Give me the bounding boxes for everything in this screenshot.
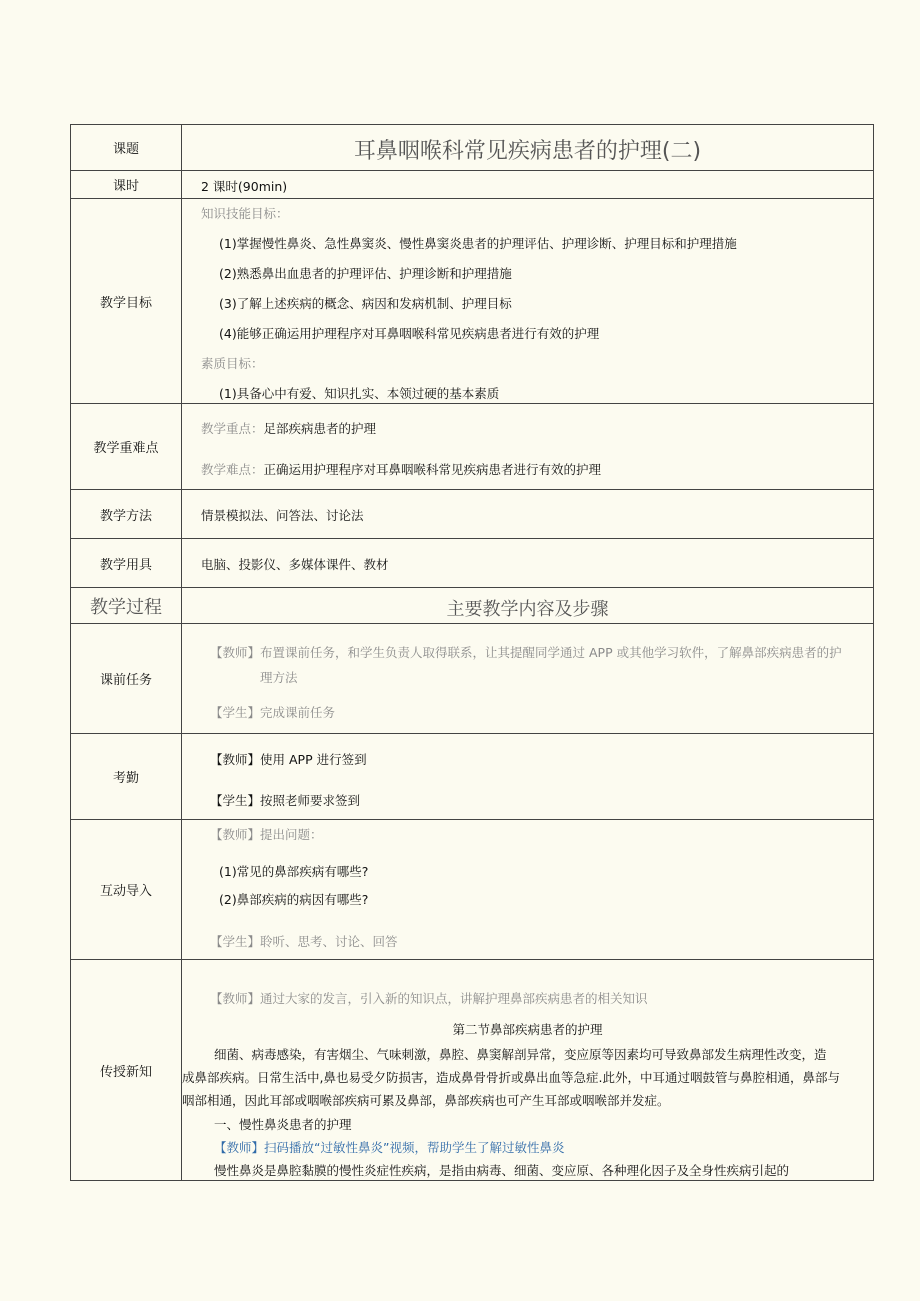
label-process: 教学过程 [71, 588, 182, 623]
row-new-knowledge [71, 960, 873, 1180]
row-attendance [71, 734, 873, 820]
pre-task-teacher-line1: 【教师】布置课前任务，和学生负责人取得联系，让其提醒同学通过 APP 或其他学习软件，了解鼻部疾病患者的护 [210, 645, 842, 660]
objective-item-4: (4)能够正确运用护理程序对耳鼻咽喉科常见疾病患者进行有效的护理 [219, 326, 600, 341]
pre-task-teacher-line2: 理方法 [260, 670, 298, 685]
key-value: 足部疾病患者的护理 [263, 421, 377, 436]
objective-item-2: (2)熟悉鼻出血患者的护理评估、护理诊断和护理措施 [219, 266, 512, 281]
intro-question-2: (2)鼻部疾病的病因有哪些? [219, 892, 369, 907]
label-hours: 课时 [71, 171, 182, 198]
label-objectives: 教学目标 [71, 199, 182, 403]
paragraph-line-3: 咽部相通，因此耳部或咽喉部疾病可累及鼻部，鼻部疾病也可产生耳部或咽喉部并发症。 [182, 1093, 670, 1108]
label-topic: 课题 [71, 125, 182, 170]
intro-teacher: 【教师】提出问题： [210, 827, 323, 842]
intro-question-1: (1)常见的鼻部疾病有哪些? [219, 864, 369, 879]
knowledge-title: 知识技能目标： [201, 206, 289, 221]
paragraph-last-line: 慢性鼻炎是鼻腔黏膜的慢性炎症性疾病，是指由病毒、细菌、变应原、各种理化因子及全身性疾病引起的 [214, 1163, 790, 1178]
tools-value: 电脑、投影仪、多媒体课件、教材 [201, 557, 389, 572]
label-intro: 互动导入 [71, 820, 182, 959]
new-knowledge-teacher: 【教师】通过大家的发言，引入新的知识点，讲解护理鼻部疾病患者的相关知识 [210, 991, 648, 1006]
label-attendance: 考勤 [71, 734, 182, 819]
objective-item-1: (1)掌握慢性鼻炎、急性鼻窦炎、慢性鼻窦炎患者的护理评估、护理诊断、护理目标和护理措施 [219, 236, 737, 251]
attendance-student: 【学生】按照老师要求签到 [210, 793, 361, 808]
row-tools [71, 539, 873, 588]
paragraph-line-2: 成鼻部疾病。日常生活中,鼻也易受夕防损害，造成鼻骨骨折或鼻出血等急症.此外，中耳通过咽鼓管与鼻腔相通，鼻部与 [182, 1070, 840, 1085]
hours-value: 2 课时(90min) [201, 179, 288, 194]
methods-value: 情景模拟法、问答法、讨论法 [201, 508, 364, 523]
row-hours [71, 171, 873, 199]
lesson-title: 耳鼻咽喉科常见疾病患者的护理(二) [353, 139, 702, 164]
row-objectives [71, 199, 873, 404]
key-label: 教学重点： [201, 421, 264, 436]
row-pre-task [71, 624, 873, 734]
attendance-teacher: 【教师】使用 APP 进行签到 [210, 752, 367, 767]
difficulty-value: 正确运用护理程序对耳鼻咽喉科常见疾病患者进行有效的护理 [263, 462, 602, 477]
subsection-title: 一、慢性鼻炎患者的护理 [214, 1117, 352, 1132]
label-key-points: 教学重难点 [71, 404, 182, 489]
difficulty-label: 教学难点： [201, 462, 264, 477]
row-methods [71, 490, 873, 539]
label-methods: 教学方法 [71, 490, 182, 538]
label-new-knowledge: 传授新知 [71, 960, 182, 1180]
process-header: 主要教学内容及步骤 [446, 599, 609, 620]
row-topic [71, 125, 873, 171]
quality-title: 素质目标： [201, 356, 264, 371]
difficulty-line [201, 460, 601, 478]
pre-task-student: 【学生】完成课前任务 [210, 705, 336, 720]
label-pre-task: 课前任务 [71, 624, 182, 733]
lesson-plan-table [70, 124, 874, 1181]
key-point-line [201, 419, 376, 437]
paragraph-line-1: 细菌、病毒感染，有害烟尘、气味刺激，鼻腔、鼻窦解剖异常，变应原等因素均可导致鼻部发生病理性改变，造 [214, 1047, 827, 1062]
row-key-points [71, 404, 873, 490]
section-title: 第二节鼻部疾病患者的护理 [452, 1022, 603, 1037]
intro-student: 【学生】聆听、思考、讨论、回答 [210, 934, 398, 949]
label-tools: 教学用具 [71, 539, 182, 587]
row-intro [71, 820, 873, 960]
video-instruction: 【教师】扫码播放“过敏性鼻炎”视频，帮助学生了解过敏性鼻炎 [214, 1140, 565, 1155]
objective-item-3: (3)了解上述疾病的概念、病因和发病机制、护理目标 [219, 296, 512, 311]
quality-item: (1)具备心中有爱、知识扎实、本领过硬的基本素质 [219, 386, 500, 401]
row-process-header [71, 588, 873, 624]
